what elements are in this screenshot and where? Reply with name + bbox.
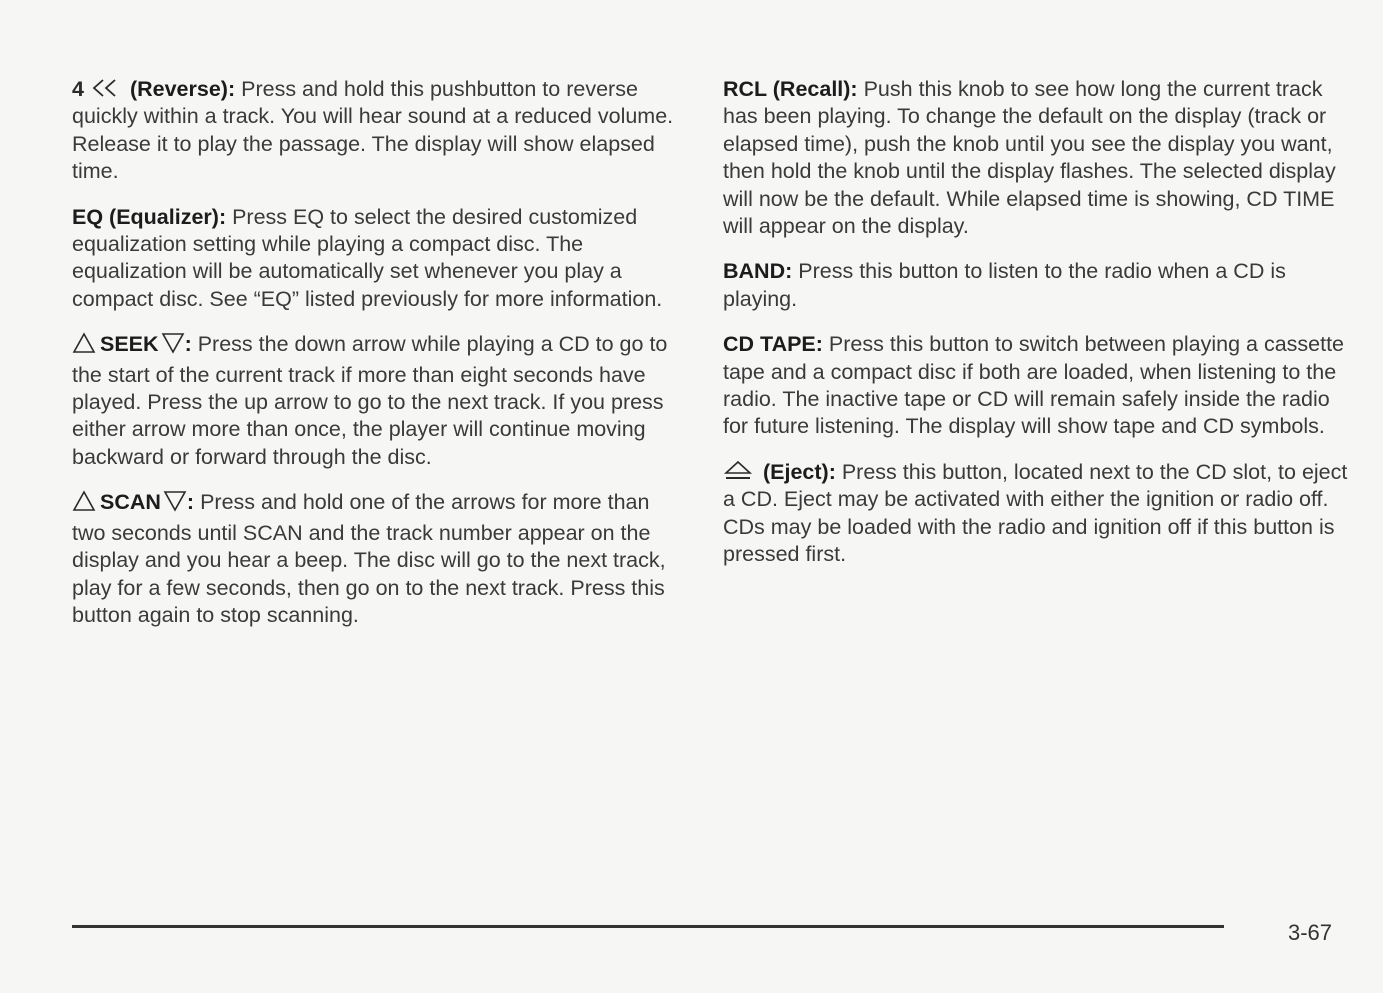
reverse-double-arrow-icon <box>90 77 120 99</box>
rcl-term: RCL (Recall): <box>723 77 858 101</box>
eject-icon <box>723 460 753 482</box>
seek-entry <box>72 331 682 471</box>
footer-rule <box>72 925 1224 928</box>
rcl-entry <box>723 76 1348 240</box>
right-column <box>723 76 1348 587</box>
up-triangle-icon <box>72 332 96 354</box>
down-triangle-icon <box>161 332 185 361</box>
eq-term: EQ (Equalizer): <box>72 204 227 229</box>
reverse-text: Press and hold this pushbutton to reverse quickly within a track. You will hear sound at a reduced volume. Release it to play the passage. The display will show elapsed time. <box>72 77 674 184</box>
scan-colon: : <box>186 490 195 515</box>
band-entry <box>723 258 1348 313</box>
cd-tape-text: Press this button to switch between playing a cassette tape and a compact disc if both are loaded, when listening to the radio. The inactive tape or CD will remain safely inside the radio for future listening. The display will show tape and CD symbols. <box>723 332 1345 439</box>
page-number: 3-67 <box>1288 920 1333 945</box>
band-text: Press this button to listen to the radio when a CD is playing. <box>723 259 1286 311</box>
down-triangle-icon <box>163 490 187 519</box>
seek-colon: : <box>184 332 192 357</box>
seek-text: Press the down arrow while playing a CD to go to the start of the current track if more than eight seconds have played. Press the up arrow to go to the next track. If you press either arrow more than once, the player will continue moving backward or forward through the disc. <box>72 332 668 469</box>
cd-tape-entry <box>723 331 1348 441</box>
reverse-number: 4 <box>72 77 84 101</box>
eject-text: Press this button, located next to the CD slot, to eject a CD. Eject may be activated with either the ignition or radio off. CDs may be loaded with the radio and ignition off if this button is pressed first. <box>723 459 1348 567</box>
scan-entry <box>72 489 682 629</box>
eq-entry <box>72 204 682 314</box>
up-triangle-icon <box>72 490 96 512</box>
reverse-entry <box>72 76 682 186</box>
reverse-term: (Reverse): <box>129 77 236 101</box>
eject-entry <box>723 459 1348 569</box>
rcl-text: Push this knob to see how long the current track has been playing. To change the default on the display (track or elapsed time), push the knob until you see the display you want, then hold the knob until the display flashes. The selected display will now be the default. While elapsed time is showing, CD TIME will appear on the display. <box>723 77 1336 239</box>
cd-tape-term: CD TAPE: <box>723 332 823 357</box>
seek-term: SEEK <box>100 332 159 357</box>
scan-term: SCAN <box>100 490 161 515</box>
left-column <box>72 76 682 647</box>
eq-text: Press EQ to select the desired customized equalization setting while playing a compact disc. The equalization will be automatically set whenever you play a compact disc. See “EQ” listed previously for more information. <box>72 204 663 311</box>
band-term: BAND: <box>723 259 793 284</box>
scan-text: Press and hold one of the arrows for more than two seconds until SCAN and the track number appear on the display and you hear a beep. The disc will go to the next track, play for a few seconds, then go on to the next track. Press this button again to stop scanning. <box>72 490 666 627</box>
eject-term: (Eject): <box>762 459 836 484</box>
